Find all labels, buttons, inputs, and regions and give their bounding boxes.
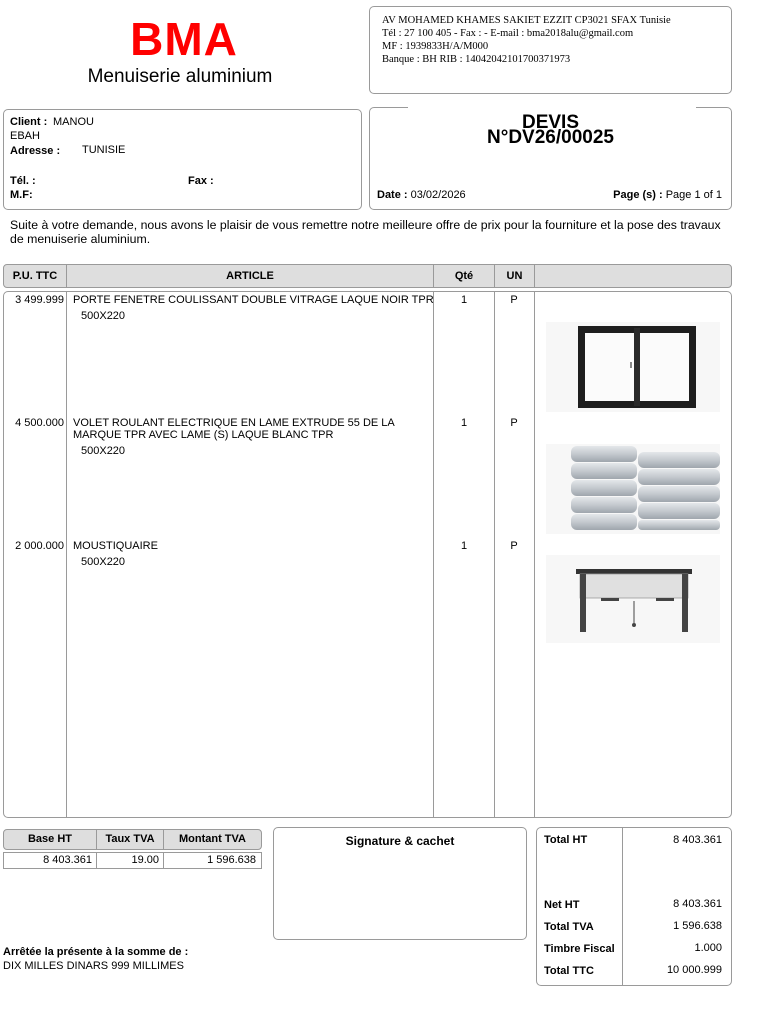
tva-taux-value: 19.00 (131, 854, 159, 866)
adresse-value: TUNISIE (82, 144, 126, 156)
devis-date (377, 189, 466, 201)
sliding-door-image (546, 322, 720, 412)
company-address: AV MOHAMED KHAMES SAKIET EZZIT CP3021 SFAX Tunisie (382, 15, 671, 26)
devis-number: N°DV26/00025 (487, 127, 614, 148)
brand-logo: BMA (130, 13, 238, 65)
roller-shutter-image (546, 444, 720, 534)
col-taux-tva: Taux TVA (105, 833, 155, 845)
devis-tab-notch (408, 103, 696, 109)
col-montant-tva: Montant TVA (178, 833, 246, 845)
tva-table-header (3, 829, 262, 850)
row-dimensions: 500X220 (81, 556, 126, 568)
tva-montant-value: 1 596.638 (207, 854, 256, 866)
page-label: Page (s) : (613, 189, 663, 201)
brand-subtitle: Menuiserie aluminium (87, 66, 273, 87)
row-qty: 1 (460, 540, 468, 552)
tva-base-value: 8 403.361 (43, 854, 92, 866)
row-article (73, 417, 435, 457)
client-name-line2: EBAH (10, 130, 40, 142)
totals-box (536, 827, 732, 986)
divider (66, 292, 67, 817)
amount-in-words-label: Arrêtée la présente à la somme de : (3, 946, 189, 958)
intro-text: Suite à votre demande, nous avons le plaisir de vous remettre notre meilleure offre de prix pour la fourniture et la pose des travaux de menuiserie aluminium. (10, 218, 721, 246)
devis-box (369, 107, 732, 210)
amount-in-words-value: DIX MILLES DINARS 999 MILLIMES (3, 960, 184, 972)
client-label: Client : (10, 116, 48, 128)
row-price: 4 500.000 (15, 417, 64, 429)
row-qty: 1 (460, 417, 468, 429)
row-article (73, 294, 435, 322)
total-ht-value: 8 403.361 (673, 834, 722, 846)
row-price: 3 499.999 (15, 294, 64, 306)
articles-table-body (3, 291, 732, 818)
company-bank: Banque : BH RIB : 14042042101700371973 (382, 54, 571, 65)
signature-label: Signature & cachet (345, 834, 455, 848)
signature-box (273, 827, 527, 940)
divider (534, 265, 535, 287)
company-mf: MF : 1939833H/A/M000 (382, 41, 489, 52)
row-dimensions: 500X220 (81, 310, 126, 322)
row-unit: P (510, 294, 518, 306)
date-label: Date : (377, 189, 408, 201)
row-article-text: PORTE FENETRE COULISSANT DOUBLE VITRAGE LAQUE NOIR TPR (73, 294, 434, 306)
col-base-ht: Base HT (27, 833, 73, 845)
mf-label: M.F: (10, 189, 33, 201)
client-name: MANOU (53, 116, 94, 128)
net-ht-value: 8 403.361 (673, 898, 722, 910)
total-ht-label: Total HT (544, 834, 588, 846)
fax-label: Fax : (188, 175, 214, 187)
divider (534, 292, 535, 817)
row-article-text: VOLET ROULANT ELECTRIQUE EN LAME EXTRUDE 55 DE LA MARQUE TPR AVEC LAME (S) LAQUE BLANC TPR (73, 417, 395, 441)
total-tva-value: 1 596.638 (673, 920, 722, 932)
col-article: ARTICLE (226, 270, 274, 282)
col-qte: Qté (454, 270, 474, 282)
company-info-box (369, 6, 732, 94)
timbre-fiscal-label: Timbre Fiscal (544, 943, 615, 955)
devis-page (613, 189, 722, 201)
total-ttc-value: 10 000.999 (666, 964, 722, 976)
company-contact: Tél : 27 100 405 - Fax : - E-mail : bma2018alu@gmail.com (382, 28, 634, 39)
adresse-label: Adresse : (10, 145, 61, 157)
client-box (3, 109, 362, 210)
row-dimensions: 500X220 (81, 445, 126, 457)
row-price: 2 000.000 (15, 540, 64, 552)
divider (622, 828, 623, 985)
tva-table-row (3, 852, 262, 869)
devis-title: DEVIS (521, 112, 580, 133)
date-value: 03/02/2026 (410, 189, 466, 201)
tel-label: Tél. : (10, 175, 36, 187)
articles-table-header (3, 264, 732, 288)
row-article (73, 540, 435, 568)
row-unit: P (510, 417, 518, 429)
row-unit: P (510, 540, 518, 552)
total-ttc-label: Total TTC (544, 965, 594, 977)
row-article-text: MOUSTIQUAIRE (73, 540, 158, 552)
total-tva-label: Total TVA (544, 921, 594, 933)
col-un: UN (506, 270, 523, 282)
net-ht-label: Net HT (544, 899, 580, 911)
row-qty: 1 (460, 294, 468, 306)
timbre-fiscal-value: 1.000 (694, 942, 722, 954)
divider (494, 292, 495, 817)
mosquito-screen-image (546, 555, 720, 643)
page-value: Page 1 of 1 (665, 189, 722, 201)
col-pu-ttc: P.U. TTC (12, 270, 58, 282)
